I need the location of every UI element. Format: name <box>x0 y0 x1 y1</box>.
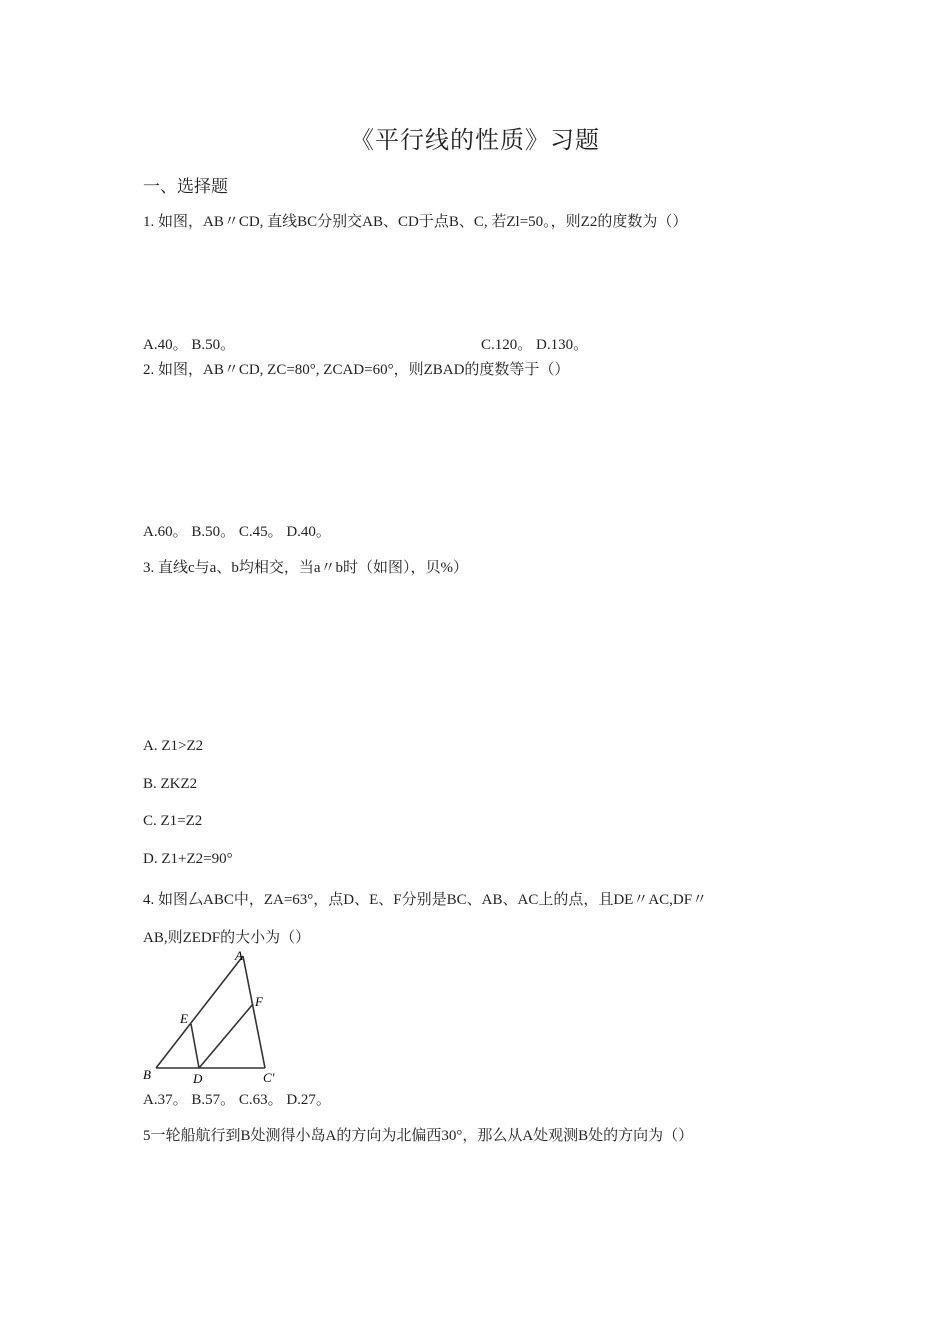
section-heading: 一、选择题 <box>143 177 228 196</box>
label-e: E <box>180 1011 188 1026</box>
label-d: D <box>193 1071 203 1086</box>
question-2-text: 2. 如图，AB〃CD, ZC=80°, ZCAD=60°，则ZBAD的度数等于（） <box>143 362 570 378</box>
label-a: A <box>235 948 243 963</box>
question-3-text: 3. 直线c与a、b均相交，当a〃b时（如图），贝%） <box>143 560 468 576</box>
label-c: C' <box>263 1070 275 1085</box>
segment-de <box>191 1024 199 1068</box>
document-title: 《平行线的性质》习题 <box>350 128 600 154</box>
segment-df <box>199 1004 253 1068</box>
question-4-text-line2: AB,则ZEDF的大小为（） <box>143 930 311 946</box>
label-f: F <box>255 994 263 1009</box>
question-1-options-ab: A.40。 B.50。 <box>143 337 236 353</box>
question-1-text: 1. 如图，AB〃CD, 直线BC分别交AB、CD于点B、C, 若Zl=50。，则Z2的度数为（） <box>143 214 688 230</box>
side-ab <box>156 956 243 1068</box>
question-3-option-d: D. Z1+Z2=90° <box>143 851 233 867</box>
question-3-option-a: A. Z1>Z2 <box>143 738 204 754</box>
question-4-text-line1: 4. 如图厶ABC中，ZA=63°，点D、E、F分别是BC、AB、AC上的点，且DE〃AC,DF〃 <box>143 892 708 908</box>
question-2-options: A.60。 B.50。 C.45。 D.40。 <box>143 524 331 540</box>
question-5-text: 5一轮船航行到B处测得小岛A的方向为北偏西30°，那么从A处观测B处的方向为（） <box>143 1128 694 1144</box>
question-3-option-c: C. Z1=Z2 <box>143 813 203 829</box>
label-b: B <box>143 1067 151 1082</box>
question-4-options: A.37。 B.57。 C.63。 D.27。 <box>143 1092 331 1108</box>
question-1-options-cd: C.120。 D.130。 <box>481 337 589 353</box>
question-3-option-b: B. ZKZ2 <box>143 776 198 792</box>
triangle-figure <box>138 946 288 1086</box>
